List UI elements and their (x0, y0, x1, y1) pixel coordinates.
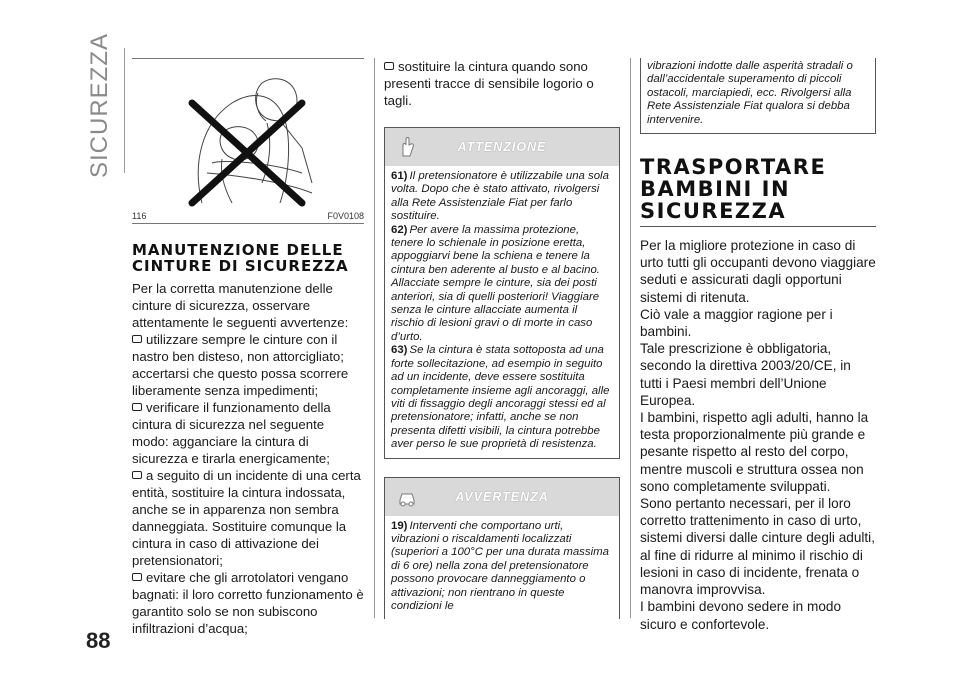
section-side-title: SICUREZZA (86, 32, 113, 178)
figure-caption (132, 211, 364, 224)
checkbox-bullet-icon (132, 573, 142, 581)
column-divider (630, 58, 631, 618)
section-heading: TRASPORTARE BAMBINI IN SICUREZZA (640, 156, 876, 227)
checkbox-bullet-icon (132, 403, 142, 411)
checkbox-bullet-icon (384, 62, 394, 70)
column-3 (640, 58, 876, 633)
checkbox-bullet-icon (132, 335, 142, 343)
list-item: sostituire la cintura quando sono presenti tracce di sensibile logorio o tagli. (384, 59, 594, 108)
paragraph: I bambini, rispetto agli adulti, hanno la testa proporzionalmente più grande e pesante rispetto al resto del corpo, mentre muscoli e struttura ossea non sono completamente sviluppati. (640, 410, 869, 494)
paragraph: Ciò vale a maggior ragione per i bambini. (640, 306, 833, 340)
intro-paragraph: Per la corretta manutenzione delle cinture di sicurezza, osservare attentamente le seguenti avvertenze: (132, 281, 349, 330)
checkbox-bullet-icon (132, 471, 142, 479)
list-item: evitare che gli arrotolatori vengano bagnati: il loro corretto funzionamento è garantito solo se non subiscono infiltrazioni d’acqua; (132, 570, 364, 636)
notice-box (384, 477, 620, 620)
paragraph: Sono pertanto necessari, per il loro corretto trattenimento in caso di urto, sistemi diversi dalle cinture degli adulti, al fine di ridurre al minimo il rischio di lesioni in caso di incidente, frenata o manovra improvvisa. (640, 496, 875, 598)
notice-continued: vibrazioni indotte dalle asperità stradali o dall’accidentale superamento di piccoli ostacoli, marciapiedi, ecc. Rivolgersi alla Rete Assistenziale Fiat qualora si debba intervenire. (640, 58, 876, 134)
paragraph: I bambini devono sedere in modo sicuro e confortevole. (640, 599, 842, 632)
notice-title: AVVERTENZA (455, 489, 549, 504)
child-on-lap-illustration (162, 63, 332, 209)
side-rule (124, 48, 125, 173)
figure-code: F0V0108 (327, 211, 364, 221)
list-item: verificare il funzionamento della cintura di sicurezza nel seguente modo: agganciare la cintura di sicurezza e tirarla energicamente; (132, 400, 331, 466)
paragraph: Tale prescrizione è obbligatoria, secondo la direttiva 2003/20/CE, in tutti i Paesi membri dell’Unione Europea. (640, 341, 851, 408)
figure-number: 116 (132, 211, 147, 221)
warning-item: 62) Per avere la massima protezione, tenere lo schienale in posizione eretta, appoggiarvi bene la schiena e tenere la cintura ben aderente al busto e al bacino. Allacciate sempre le cinture, sia dei posti anteriori, sia di quelli posteriori! Viaggiare senza le cinture allacciate aumenta il rischio di lesioni gravi o di morte in caso d’urto. (391, 223, 600, 343)
warning-item: 63) Se la cintura è stata sottoposta ad una forte sollecitazione, ad esempio in seguito ad un incidente, deve essere sostituita completamente insieme agli ancoraggi, alle viti di fissaggio degli ancoraggi stessi ed al pretensionatore; infatti, anche se non presenta difetti visibili, la cintura potrebbe aver perso le sue proprietà di resistenza. (391, 344, 610, 451)
warning-box (384, 127, 620, 459)
warning-item: 61) Il pretensionatore è utilizzabile una sola volta. Dopo che è stato attivato, rivolgersi alla Rete Assistenziale Fiat per farlo sostituire. (391, 170, 609, 223)
warning-hand-icon (397, 136, 417, 158)
figure-child-on-lap (132, 58, 364, 209)
notice-item: 19) Interventi che comportano urti, vibrazioni o riscaldamenti localizzati (superiori a 100°C per una durata massima di 6 ore) nella zona del pretensionatore possono provocare danneggiamento o attivazioni; non rientrano in queste condizioni le (391, 519, 609, 612)
column-1 (132, 58, 364, 637)
page-number: 88 (86, 628, 111, 653)
section-heading: MANUTENZIONE DELLE CINTURE DI SICUREZZA (132, 241, 349, 275)
column-2 (384, 58, 620, 619)
column-divider (374, 58, 375, 618)
warning-title: ATTENZIONE (457, 140, 547, 154)
paragraph: Per la migliore protezione in caso di urto tutti gli occupanti devono viaggiare seduti e assicurati dagli opportuni sistemi di ritenuta. (640, 238, 876, 305)
list-item: a seguito di un incidente di una certa entità, sostituire la cintura indossata, anche se in apparenza non sembra danneggiata. Sostituire comunque la cintura in caso di attivazione dei pretensionatori; (132, 468, 361, 568)
car-notice-icon (397, 486, 417, 508)
list-item: utilizzare sempre le cinture con il nastro ben disteso, non attorcigliato; accertarsi che questo possa scorrere liberamente senza impedimenti; (132, 332, 349, 398)
